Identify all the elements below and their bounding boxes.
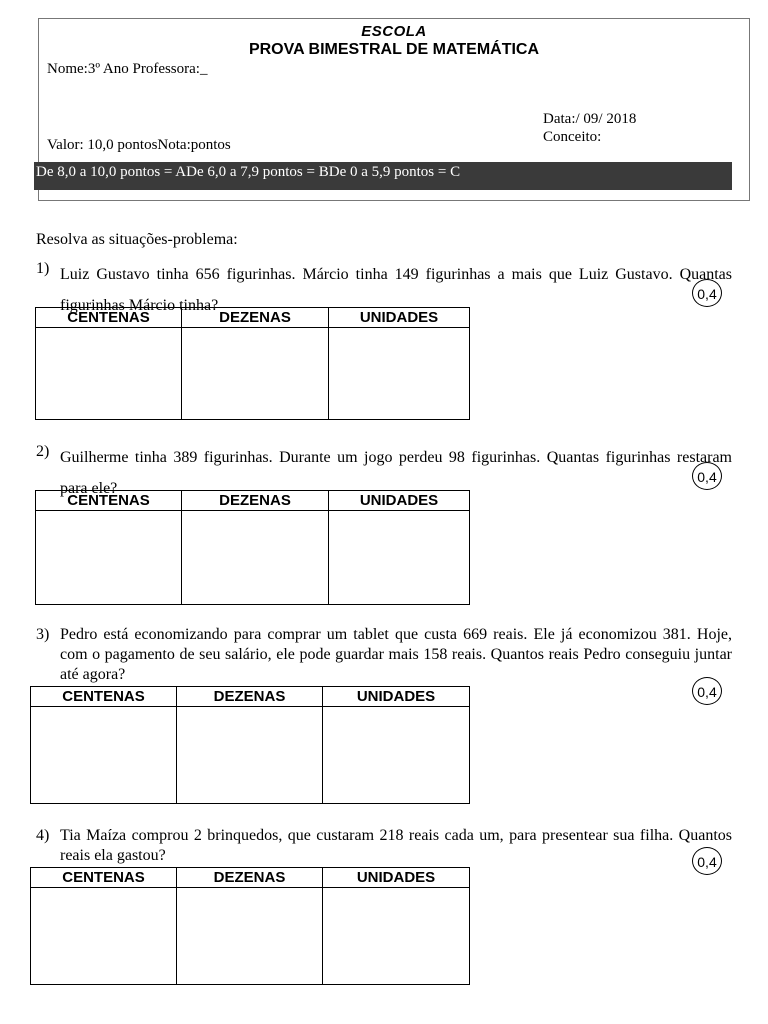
answer-cell-unidades[interactable]	[329, 328, 470, 420]
place-value-table	[35, 307, 470, 420]
column-header-centenas: CENTENAS	[31, 868, 177, 888]
answer-cell-centenas[interactable]	[36, 328, 182, 420]
question-number: 3)	[36, 626, 50, 643]
column-header-dezenas: DEZENAS	[177, 687, 323, 707]
instruction: Resolva as situações-problema:	[36, 231, 238, 248]
answer-cell-dezenas[interactable]	[182, 328, 329, 420]
answer-cell-centenas[interactable]	[31, 707, 177, 804]
date-line: Data:/ 09/ 2018	[543, 111, 637, 127]
column-header-unidades: UNIDADES	[323, 868, 470, 888]
answer-cell-centenas[interactable]	[31, 888, 177, 985]
school-name: ESCOLA	[361, 23, 427, 40]
score-circle: 0,4	[692, 677, 722, 705]
question-text: Luiz Gustavo tinha 656 figurinhas. Márcio tinha 149 figurinhas a mais que Luiz Gustavo. Quantas figurinhas Márcio tinha?	[60, 266, 732, 314]
column-header-unidades: UNIDADES	[323, 687, 470, 707]
question-2	[36, 442, 732, 497]
answer-cell-dezenas[interactable]	[177, 888, 323, 985]
question-text: Pedro está economizando para comprar um tablet que custa 669 reais. Ele já economizou 381. Hoje, com o pagamento de seu salário, ele pode guardar mais 158 reais. Quantos reais Pedro conseguiu juntar até agora?	[60, 626, 732, 683]
question-4	[36, 826, 732, 866]
exam-title: PROVA BIMESTRAL DE MATEMÁTICA	[248, 41, 540, 58]
question-3	[36, 625, 732, 685]
value-line: Valor: 10,0 pontosNota:pontos	[47, 137, 231, 153]
score-circle: 0,4	[692, 847, 722, 875]
column-header-dezenas: DEZENAS	[182, 491, 329, 511]
column-header-centenas: CENTENAS	[36, 491, 182, 511]
question-text: Tia Maíza comprou 2 brinquedos, que custaram 218 reais cada um, para presentear sua filha. Quantos reais ela gastou?	[60, 827, 732, 864]
answer-cell-centenas[interactable]	[36, 511, 182, 605]
column-header-unidades: UNIDADES	[329, 491, 470, 511]
question-text: Guilherme tinha 389 figurinhas. Durante um jogo perdeu 98 figurinhas. Quantas figurinhas restaram para ele?	[60, 449, 732, 497]
score-circle: 0,4	[692, 279, 722, 307]
answer-cell-dezenas[interactable]	[177, 707, 323, 804]
column-header-dezenas: DEZENAS	[177, 868, 323, 888]
name-line: Nome:3º Ano Professora:_	[47, 61, 208, 77]
place-value-table	[30, 686, 470, 804]
column-header-centenas: CENTENAS	[31, 687, 177, 707]
question-number: 1)	[36, 260, 50, 277]
question-1	[36, 259, 732, 314]
answer-cell-unidades[interactable]	[323, 888, 470, 985]
question-number: 2)	[36, 443, 50, 460]
place-value-table	[35, 490, 470, 605]
place-value-table	[30, 867, 470, 985]
question-number: 4)	[36, 827, 50, 844]
answer-cell-unidades[interactable]	[323, 707, 470, 804]
column-header-unidades: UNIDADES	[329, 308, 470, 328]
column-header-dezenas: DEZENAS	[182, 308, 329, 328]
column-header-centenas: CENTENAS	[36, 308, 182, 328]
grade-scale-band: De 8,0 a 10,0 pontos = ADe 6,0 a 7,9 pontos = BDe 0 a 5,9 pontos = C	[34, 162, 732, 190]
score-circle: 0,4	[692, 462, 722, 490]
answer-cell-unidades[interactable]	[329, 511, 470, 605]
concept-line: Conceito:	[543, 129, 602, 145]
answer-cell-dezenas[interactable]	[182, 511, 329, 605]
